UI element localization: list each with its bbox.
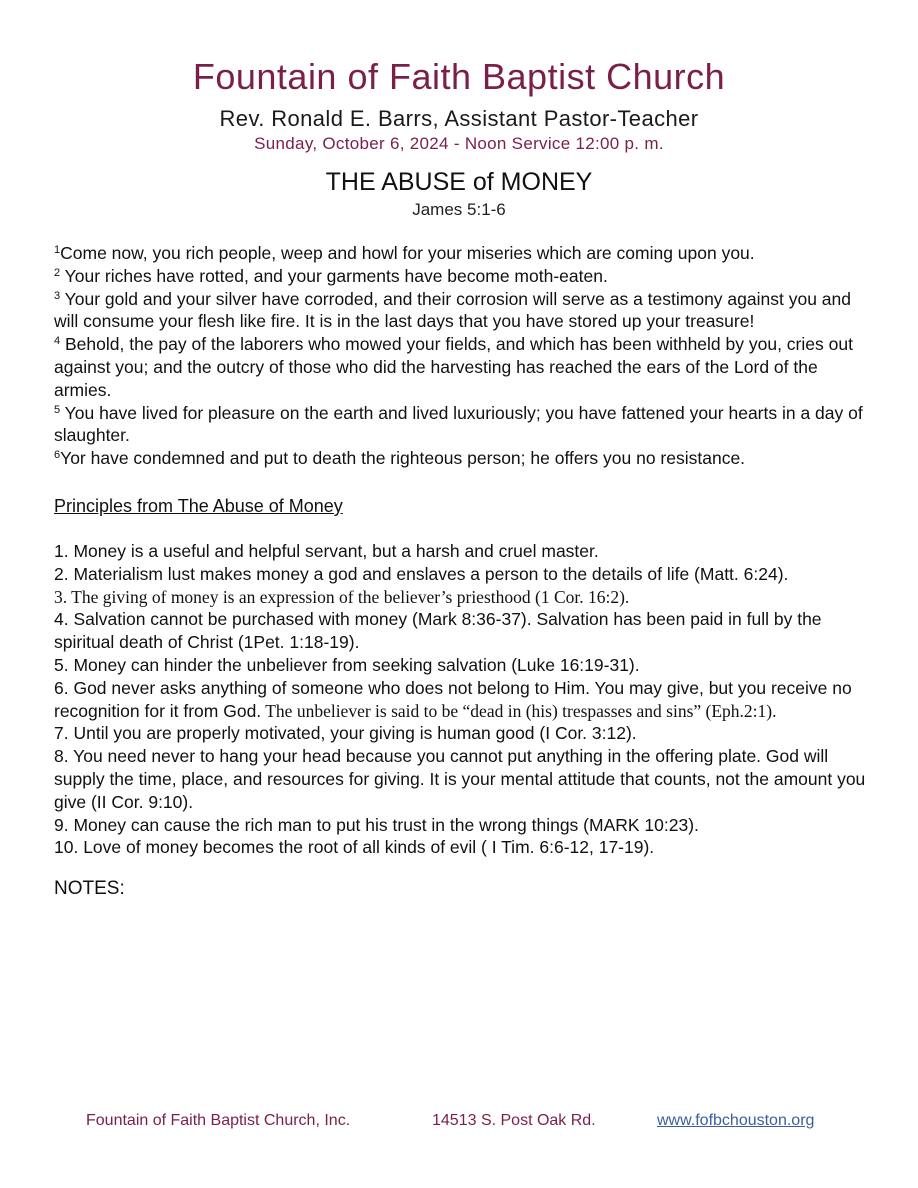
verse-text: Your gold and your silver have corroded, and their corrosion will serve as a testimony against you and will consume your flesh like fire. It is in the last days that you have stored up your treasure!: [54, 288, 851, 332]
verse-number: 4: [54, 335, 61, 348]
verse-text: Behold, the pay of the laborers who mowed your fields, and which has been withheld by you, cries out against you; and the outcry of those who did the harvesting has reached the ears of the Lord of the armies.: [54, 334, 853, 400]
principle-item: 2. Materialism lust makes money a god and enslaves a person to the details of life (Matt. 6:24).: [54, 563, 789, 584]
service-line: Sunday, October 6, 2024 - Noon Service 12:00 p. m.: [254, 134, 664, 153]
principles-heading: Principles from The Abuse of Money: [54, 496, 343, 516]
principle-item: 3. The giving of money is an expression of the believer’s priesthood (1 Cor. 16:2).: [54, 586, 630, 607]
verse-number: 2: [54, 266, 61, 279]
principle-text-serif: The unbeliever is said to be “dead in (his) trespasses and sins” (Eph.2:1).: [261, 700, 777, 721]
verse-text: Your riches have rotted, and your garments have become moth-eaten.: [60, 265, 608, 286]
scripture-reference: James 5:1-6: [412, 200, 506, 219]
pastor-line: Rev. Ronald E. Barrs, Assistant Pastor-Teacher: [219, 106, 699, 131]
verse: [54, 242, 866, 265]
notes-label: NOTES:: [54, 878, 125, 899]
verse: [54, 447, 866, 470]
website-link[interactable]: www.fofbchouston.org: [657, 1112, 815, 1129]
principle-item: 10. Love of money becomes the root of all kinds of evil ( I Tim. 6:6-12, 17-19).: [54, 837, 655, 858]
verse: [54, 288, 866, 334]
footer: [0, 1112, 918, 1134]
footer-address: 14513 S. Post Oak Rd.: [432, 1112, 596, 1129]
verse-text: Come now, you rich people, weep and howl for your miseries which are coming upon you.: [60, 243, 755, 263]
church-name: Fountain of Faith Baptist Church: [192, 56, 726, 97]
verse-text: Yor have condemned and put to death the righteous person; he offers you no resistance.: [60, 448, 746, 469]
principle-item: 8. You need never to hang your head because you cannot put anything in the offering plate. God will supply the time, place, and resources for giving. It is your mental attitude that counts, not the amount you give (II Cor. 9:10).: [54, 746, 866, 812]
sermon-title: THE ABUSE of MONEY: [325, 168, 593, 196]
principle-item: 9. Money can cause the rich man to put his trust in the wrong things (MARK 10:23).: [54, 814, 699, 835]
footer-church-name: Fountain of Faith Baptist Church, Inc.: [86, 1112, 351, 1129]
verse-number: 1: [54, 244, 61, 256]
principles-list: [54, 540, 866, 859]
verse-number: 6: [54, 449, 61, 462]
principle-text: 6. God never asks anything of someone who does not belong to Him. You may give, but you receive no recognition for it from God.: [54, 677, 852, 721]
principle-item: 1. Money is a useful and helpful servant, but a harsh and cruel master.: [54, 541, 599, 561]
verse: [54, 265, 866, 288]
verse-text: You have lived for pleasure on the earth and lived luxuriously; you have fattened your hearts in a day of slaughter.: [54, 402, 863, 446]
verse: [54, 402, 866, 448]
principle-item: 4. Salvation cannot be purchased with money (Mark 8:36-37). Salvation has been paid in full by the spiritual death of Christ (1Pet. 1:18-19).: [54, 609, 822, 653]
principle-item: [54, 677, 866, 723]
verse: [54, 333, 866, 401]
verse-number: 5: [54, 403, 61, 416]
principle-item: 5. Money can hinder the unbeliever from seeking salvation (Luke 16:19-31).: [54, 654, 640, 675]
principle-item: 7. Until you are properly motivated, your giving is human good (I Cor. 3:12).: [54, 723, 637, 744]
scripture-passage: [54, 242, 866, 470]
verse-number: 3: [54, 289, 61, 302]
